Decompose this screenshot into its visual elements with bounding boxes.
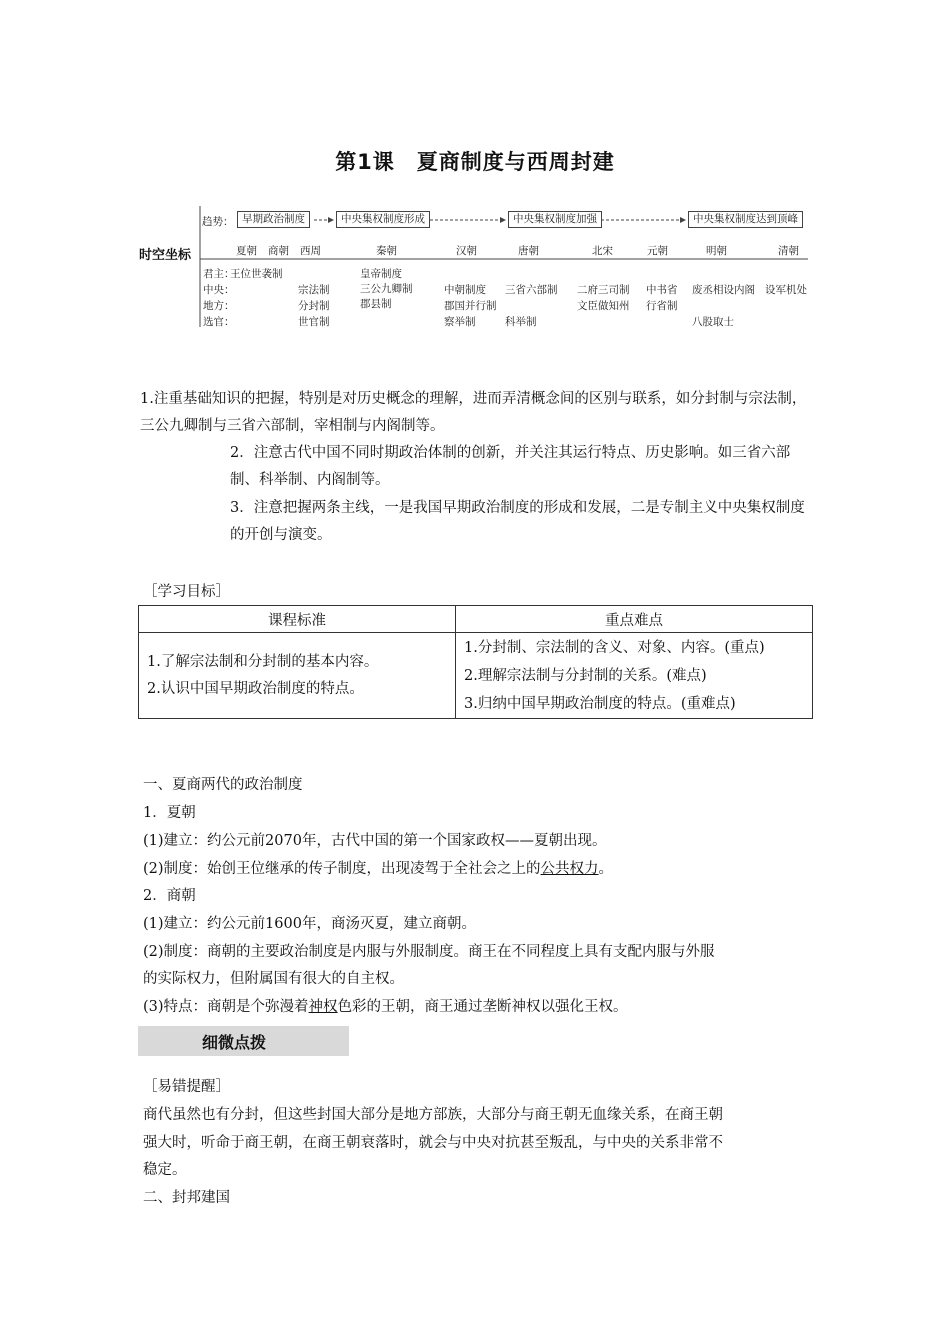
text-line: 商代虽然也有分封，但这些封国大部分是地方部族，大部分与商王朝无血缘关系，在商王朝 [143, 1107, 723, 1123]
text-line [143, 856, 613, 882]
system-item: 世官制 [298, 316, 330, 328]
system-item: 八股取士 [692, 316, 734, 328]
dynasty-label: 汉朝 [456, 245, 477, 257]
underlined-term: 神权 [308, 999, 338, 1015]
text-line: 的实际权力，但附属国有很大的自主权。 [143, 971, 404, 987]
goals-standard-cell [139, 633, 456, 719]
system-item: 宗法制 [298, 284, 330, 296]
goals-label: ［学习目标］ [143, 584, 230, 600]
list-item: 1.分封制、宗法制的含义、对象、内容。(重点) [464, 639, 765, 656]
subsection-heading: 1．夏朝 [143, 805, 196, 821]
system-item: 文臣做知州 [577, 300, 630, 312]
system-item: 王位世袭制 [230, 268, 283, 280]
dynasty-label: 元朝 [647, 245, 668, 257]
row-label-ruler: 君主： [203, 268, 235, 280]
text-line [143, 994, 628, 1020]
dynasty-label: 秦朝 [376, 245, 397, 257]
dynasty-label: 商朝 [268, 245, 289, 257]
dynasty-label: 西周 [300, 245, 321, 257]
dynasty-label: 北宋 [592, 245, 613, 257]
goals-table [138, 605, 813, 719]
tips-banner-title: 细微点拨 [202, 1033, 267, 1052]
text-line: (2)制度：商朝的主要政治制度是内服与外服制度。商王在不同程度上具有支配内服与外服 [143, 944, 715, 960]
system-item: 皇帝制度 [360, 268, 402, 280]
text-segment: (2)制度：始创王位继承的传子制度，出现凌驾于全社会之上的 [143, 861, 541, 877]
section-heading: 一、夏商两代的政治制度 [143, 777, 303, 793]
system-item: 设军机处 [765, 284, 807, 296]
text-segment: (3)特点：商朝是个弥漫着 [143, 999, 309, 1015]
row-label-local: 地方： [203, 300, 235, 312]
text-line: 稳定。 [143, 1162, 187, 1178]
text-segment: 色彩的王朝，商王通过垄断神权以强化王权。 [337, 999, 628, 1015]
stage-box: 中央集权制度达到顶峰 [688, 211, 803, 228]
goals-header-standard: 课程标准 [139, 606, 456, 633]
underlined-term: 公共权力 [540, 861, 599, 877]
note-2: 2．注意古代中国不同时期政治体制的创新，并关注其运行特点、历史影响。如三省六部制、科举制、内阁制等。 [230, 445, 791, 488]
timeline-side-label: 时空坐标 [139, 248, 192, 263]
stage-box: 中央集权制度形成 [336, 211, 430, 228]
section-heading: 二、封邦建国 [143, 1190, 230, 1206]
dynasty-label: 唐朝 [518, 245, 539, 257]
tip-label: ［易错提醒］ [143, 1079, 230, 1095]
text-line: (1)建立：约公元前1600年，商汤灭夏，建立商朝。 [143, 916, 476, 932]
stage-box: 早期政治制度 [237, 211, 310, 228]
system-item: 郡国并行制 [444, 300, 497, 312]
dynasty-label: 夏朝 [236, 245, 257, 257]
system-item: 二府三司制 [577, 284, 630, 296]
system-item: 三省六部制 [505, 284, 558, 296]
system-item: 行省制 [646, 300, 678, 312]
trend-label: 趋势： [202, 216, 234, 228]
goals-header-keypoints: 重点难点 [456, 606, 813, 633]
system-item: 分封制 [298, 300, 330, 312]
note-3: 3．注意把握两条主线，一是我国早期政治制度的形成和发展，二是专制主义中央集权制度的开创与演变。 [230, 500, 805, 543]
list-item: 1.了解宗法制和分封制的基本内容。 [147, 653, 379, 670]
subsection-heading: 2．商朝 [143, 888, 196, 904]
row-label-central: 中央： [203, 284, 235, 296]
system-item: 察举制 [444, 316, 476, 328]
tips-banner [138, 1026, 349, 1056]
system-item: 三公九卿制 [360, 283, 413, 295]
system-item: 中书省 [646, 284, 678, 296]
page-title: 第1课 夏商制度与西周封建 [335, 150, 615, 174]
note-1: 1.注重基础知识的把握，特别是对历史概念的理解，进而弄清概念间的区别与联系，如分封制与宗法制，三公九卿制与三省六部制，宰相制与内阁制等。 [140, 391, 807, 434]
text-segment: 。 [598, 861, 614, 877]
goals-keypoints-cell [456, 633, 813, 719]
system-item: 科举制 [505, 316, 537, 328]
list-item: 3.归纳中国早期政治制度的特点。(重难点) [464, 695, 736, 712]
text-line: (1)建立：约公元前2070年，古代中国的第一个国家政权——夏朝出现。 [143, 833, 607, 849]
text-line: 强大时，听命于商王朝，在商王朝衰落时，就会与中央对抗甚至叛乱，与中央的关系非常不 [143, 1135, 723, 1151]
system-item: 中朝制度 [444, 284, 486, 296]
system-item: 废丞相设内阁 [692, 284, 755, 296]
list-item: 2.认识中国早期政治制度的特点。 [147, 680, 364, 697]
dynasty-label: 清朝 [778, 245, 799, 257]
list-item: 2.理解宗法制与分封制的关系。(难点) [464, 667, 707, 684]
system-item: 郡县制 [360, 298, 392, 310]
stage-box: 中央集权制度加强 [508, 211, 602, 228]
row-label-selection: 选官： [203, 316, 235, 328]
dynasty-label: 明朝 [706, 245, 727, 257]
